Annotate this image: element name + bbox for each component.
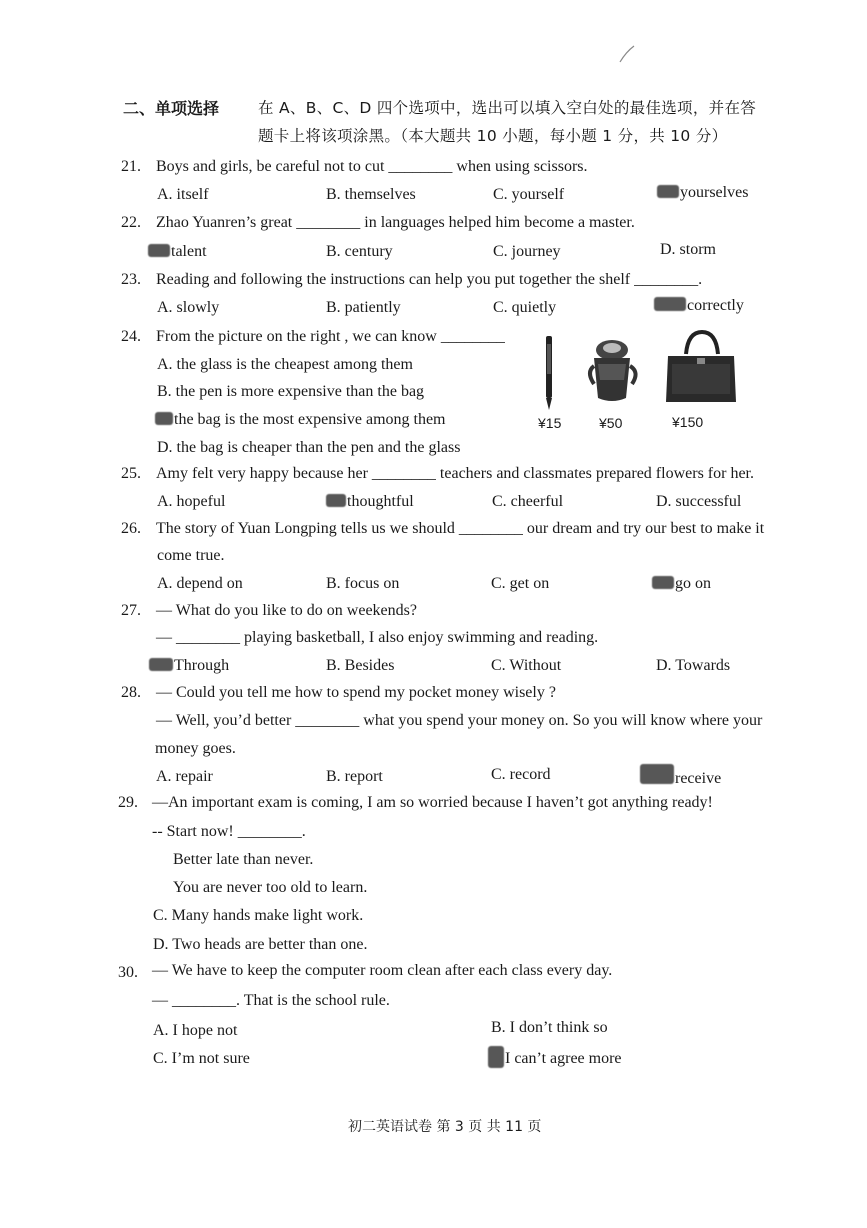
bag-icon — [662, 328, 740, 406]
option-c: the bag is the most expensive among them — [174, 411, 446, 428]
option-b: thoughtful — [347, 493, 414, 510]
page-footer: 初二英语试卷 第 3 页 共 11 页 — [348, 1119, 542, 1135]
question-number: 25. — [121, 465, 141, 482]
dialogue-line-2: — ________ playing basketball, I also enjoy swimming and reading. — [156, 629, 599, 646]
option-d: go on — [675, 575, 711, 592]
option-a: talent — [171, 243, 207, 260]
option-a: A. slowly — [157, 299, 220, 316]
option-c: C. Without — [491, 657, 562, 674]
option-b: B. focus on — [326, 575, 400, 592]
pencil-mark-icon — [155, 412, 173, 425]
pencil-mark-icon — [657, 185, 679, 198]
option-d-marked — [488, 1046, 622, 1068]
glass-icon — [586, 336, 642, 406]
pencil-mark-icon — [326, 494, 346, 507]
option-a: A. repair — [156, 768, 213, 785]
question-stem: The story of Yuan Longping tells us we should ________ our dream and try our best to make it — [156, 520, 765, 537]
option-c: C. I’m not sure — [153, 1050, 250, 1067]
option-d-marked — [654, 297, 744, 315]
option-c-marked — [155, 411, 446, 429]
dialogue-line-3: money goes. — [155, 740, 236, 757]
section-title: 二、单项选择 — [123, 99, 220, 118]
pencil-mark-icon — [148, 244, 170, 257]
option-d-marked — [640, 764, 721, 788]
question-stem: From the picture on the right , we can know ________ — [156, 328, 505, 345]
option-b: B. century — [326, 243, 393, 260]
question-stem: Boys and girls, be careful not to cut ________ when using scissors. — [156, 158, 588, 175]
option-d: yourselves — [680, 184, 749, 201]
question-number: 27. — [121, 602, 141, 619]
option-c: C. yourself — [493, 186, 565, 203]
option-a: A. the glass is the cheapest among them — [157, 356, 413, 373]
option-c: C. get on — [491, 575, 550, 592]
option-d: D. Towards — [656, 657, 731, 674]
pencil-mark-icon — [654, 297, 686, 311]
question-stem: Zhao Yuanren’s great ________ in languages helped him become a master. — [156, 214, 635, 231]
dialogue-line-2: — ________. That is the school rule. — [152, 992, 390, 1009]
option-d-marked — [657, 184, 748, 202]
option-d: I can’t agree more — [505, 1050, 622, 1067]
section-instruction-line1: 在 A、B、C、D 四个选项中，选出可以填入空白处的最佳选项，并在答 — [258, 99, 757, 117]
bag-price: ¥150 — [672, 414, 704, 430]
dialogue-line-1: — We have to keep the computer room clean after each class every day. — [152, 962, 613, 979]
option-d: receive — [675, 770, 722, 787]
option-b: B. I don’t think so — [491, 1019, 608, 1036]
option-d-marked — [652, 575, 711, 593]
option-c: C. Many hands make light work. — [153, 907, 364, 924]
option-b: B. the pen is more expensive than the bag — [157, 383, 425, 400]
option-d: D. Two heads are better than one. — [153, 936, 368, 953]
option-a-marked — [148, 243, 207, 261]
option-c: C. record — [491, 766, 551, 783]
option-a-marked — [149, 657, 229, 675]
question-number: 24. — [121, 328, 141, 345]
option-a: A. itself — [157, 186, 209, 203]
question-number: 22. — [121, 214, 141, 231]
option-b: B. themselves — [326, 186, 416, 203]
option-d: correctly — [687, 297, 744, 314]
option-a: A. hopeful — [157, 493, 226, 510]
glass-price: ¥50 — [599, 415, 623, 431]
question-number: 26. — [121, 520, 141, 537]
option-c: C. cheerful — [492, 493, 564, 510]
dialogue-line-2: -- Start now! ________. — [152, 823, 306, 840]
question-number: 21. — [121, 158, 141, 175]
dialogue-line-2: — Well, you’d better ________ what you spend your money on. So you will know where your — [156, 712, 763, 729]
option-b-marked — [326, 493, 414, 511]
option-d: D. the bag is cheaper than the pen and the glass — [157, 439, 461, 456]
option-a: Better late than never. — [173, 851, 314, 868]
option-a: A. depend on — [157, 575, 243, 592]
option-d: D. storm — [660, 241, 716, 258]
section-instruction-line2: 题卡上将该项涂黑。（本大题共 10 小题，每小题 1 分，共 10 分） — [258, 127, 728, 145]
scan-mark-icon — [618, 44, 638, 64]
option-c: C. quietly — [493, 299, 557, 316]
option-c: C. journey — [493, 243, 561, 260]
pencil-mark-icon — [652, 576, 674, 589]
dialogue-line-1: — What do you like to do on weekends? — [156, 602, 417, 619]
question-stem: Reading and following the instructions can help you put together the shelf ________. — [156, 271, 703, 288]
option-a: Through — [174, 657, 230, 674]
question-number: 29. — [118, 794, 138, 811]
question-number: 28. — [121, 684, 141, 701]
question-number: 23. — [121, 271, 141, 288]
option-b: B. Besides — [326, 657, 395, 674]
question-stem: Amy felt very happy because her ________ teachers and classmates prepared flowers for her. — [156, 465, 754, 482]
option-b: B. report — [326, 768, 383, 785]
question-number: 30. — [118, 964, 138, 981]
dialogue-line-1: —An important exam is coming, I am so worried because I haven’t got anything ready! — [152, 794, 713, 811]
pencil-mark-icon — [149, 658, 173, 671]
option-b: B. patiently — [326, 299, 401, 316]
option-a: A. I hope not — [153, 1022, 238, 1039]
dialogue-line-1: — Could you tell me how to spend my pocket money wisely ? — [156, 684, 556, 701]
pencil-mark-icon — [488, 1046, 504, 1068]
pen-icon — [538, 334, 560, 414]
pencil-mark-icon — [640, 764, 674, 784]
pen-price: ¥15 — [538, 415, 562, 431]
option-d: D. successful — [656, 493, 742, 510]
option-b: You are never too old to learn. — [173, 879, 368, 896]
question-stem-cont: come true. — [157, 547, 225, 564]
